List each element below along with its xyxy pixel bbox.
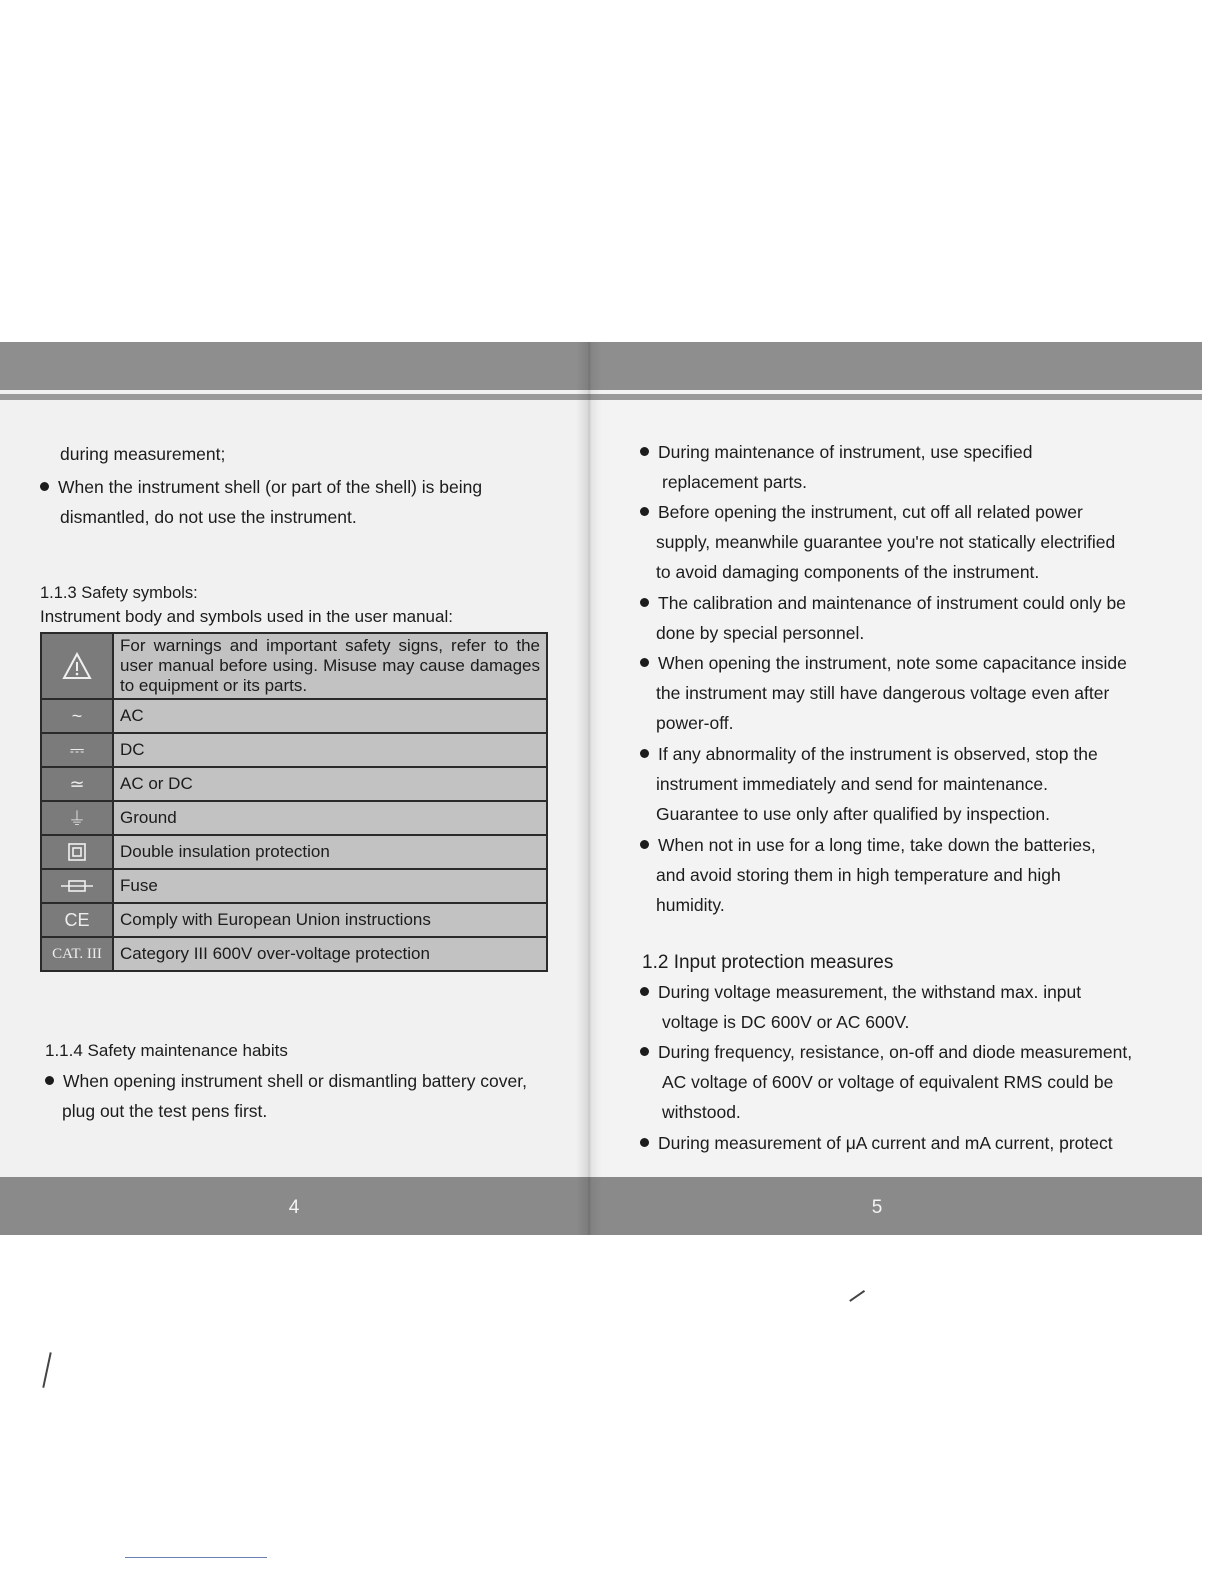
continued-text: during measurement; xyxy=(60,444,226,464)
bullet-dot xyxy=(640,749,649,758)
bullet-continuation: humidity. xyxy=(656,895,725,915)
bullet-item: During frequency, resistance, on-off and diode measurement, xyxy=(640,1037,1142,1067)
table-row xyxy=(41,767,547,801)
table-row xyxy=(41,733,547,767)
section-heading: 1.2 Input protection measures xyxy=(642,952,894,973)
table-row xyxy=(41,835,547,869)
table-row xyxy=(41,633,547,699)
symbol-description: For warnings and important safety signs, refer to the user manual before using. Misuse may cause damages to equipment or its parts. xyxy=(113,633,547,699)
bullet-item: The calibration and maintenance of instrument could only be xyxy=(640,588,1142,618)
bullet-item: Before opening the instrument, cut off all related power xyxy=(640,497,1142,527)
symbol-description: Category III 600V over-voltage protection xyxy=(113,937,547,971)
bullet-continuation: to avoid damaging components of the instrument. xyxy=(656,562,1040,582)
left-page xyxy=(0,342,588,1235)
bullet-item: During voltage measurement, the withstand max. input xyxy=(640,977,1142,1007)
warning-triangle-icon xyxy=(41,633,113,699)
bullet-item: When the instrument shell (or part of the shell) is being xyxy=(40,472,540,502)
symbol-description: Fuse xyxy=(113,869,547,903)
bullet-dot xyxy=(640,1047,649,1056)
scan-mark xyxy=(849,1290,865,1302)
top-band-stripe xyxy=(588,394,1202,400)
safety-symbols-table xyxy=(40,632,548,972)
table-row xyxy=(41,903,547,937)
right-page xyxy=(588,342,1202,1235)
bullet-continuation: voltage is DC 600V or AC 600V. xyxy=(662,1012,910,1032)
table-row xyxy=(41,699,547,733)
bullet-continuation: supply, meanwhile guarantee you're not statically electrified xyxy=(656,532,1116,552)
scan-mark xyxy=(42,1352,51,1388)
bullet-continuation: done by special personnel. xyxy=(656,623,865,643)
bullet-continuation: withstood. xyxy=(662,1102,741,1122)
bullet-item: When opening instrument shell or dismantling battery cover, xyxy=(45,1066,555,1096)
bullet-item: During measurement of μA current and mA current, protect xyxy=(640,1128,1142,1158)
bullet-dot xyxy=(640,447,649,456)
page-number: 4 xyxy=(288,1197,300,1218)
dc-icon: ⎓ xyxy=(41,733,113,767)
fuse-icon xyxy=(41,869,113,903)
section-heading: 1.1.4 Safety maintenance habits xyxy=(45,1041,288,1060)
cat-iii-icon: CAT. III xyxy=(41,937,113,971)
bullet-dot xyxy=(640,658,649,667)
bullet-continuation: and avoid storing them in high temperature and high xyxy=(656,865,1061,885)
symbol-description: DC xyxy=(113,733,547,767)
symbol-description: Comply with European Union instructions xyxy=(113,903,547,937)
bullet-item: If any abnormality of the instrument is observed, stop the xyxy=(640,739,1142,769)
top-band xyxy=(0,342,588,390)
ac-icon: ~ xyxy=(41,699,113,733)
bullet-continuation: replacement parts. xyxy=(662,472,807,492)
table-row xyxy=(41,869,547,903)
bullet-dot xyxy=(640,987,649,996)
page-number: 5 xyxy=(871,1197,883,1218)
bullet-continuation: the instrument may still have dangerous voltage even after xyxy=(656,683,1110,703)
bullet-continuation: dismantled, do not use the instrument. xyxy=(60,507,357,527)
symbol-description: Double insulation protection xyxy=(113,835,547,869)
symbol-description: AC or DC xyxy=(113,767,547,801)
bottom-band xyxy=(588,1177,1202,1235)
bullet-continuation: plug out the test pens first. xyxy=(62,1101,268,1121)
bullet-item: When not in use for a long time, take down the batteries, xyxy=(640,830,1142,860)
bullet-dot xyxy=(45,1076,54,1085)
bullet-continuation: instrument immediately and send for maintenance. xyxy=(656,774,1049,794)
bullet-continuation: AC voltage of 600V or voltage of equivalent RMS could be xyxy=(662,1072,1114,1092)
table-row xyxy=(41,801,547,835)
bullet-item: When opening the instrument, note some capacitance inside xyxy=(640,648,1142,678)
ce-mark-icon: CE xyxy=(41,903,113,937)
bullet-dot xyxy=(640,840,649,849)
bullet-item: During maintenance of instrument, use specified xyxy=(640,437,1142,467)
bullet-dot xyxy=(640,507,649,516)
table-row xyxy=(41,937,547,971)
double-insulation-icon xyxy=(41,835,113,869)
ac-or-dc-icon: ≃ xyxy=(41,767,113,801)
manual-spread xyxy=(0,342,1202,1235)
bottom-band xyxy=(0,1177,588,1235)
bullet-continuation: Guarantee to use only after qualified by inspection. xyxy=(656,804,1050,824)
section-heading: 1.1.3 Safety symbols: xyxy=(40,584,198,602)
bullet-continuation: power-off. xyxy=(656,713,734,733)
top-band-stripe xyxy=(0,394,588,400)
scan-line-mark xyxy=(125,1557,267,1558)
symbol-description: Ground xyxy=(113,801,547,835)
bullet-dot xyxy=(40,482,49,491)
bullet-dot xyxy=(640,598,649,607)
symbol-description: AC xyxy=(113,699,547,733)
ground-icon: ⏚ xyxy=(41,801,113,835)
section-intro: Instrument body and symbols used in the user manual: xyxy=(40,607,453,626)
book-gutter-shadow xyxy=(576,342,602,1235)
top-band xyxy=(588,342,1202,390)
bullet-dot xyxy=(640,1138,649,1147)
